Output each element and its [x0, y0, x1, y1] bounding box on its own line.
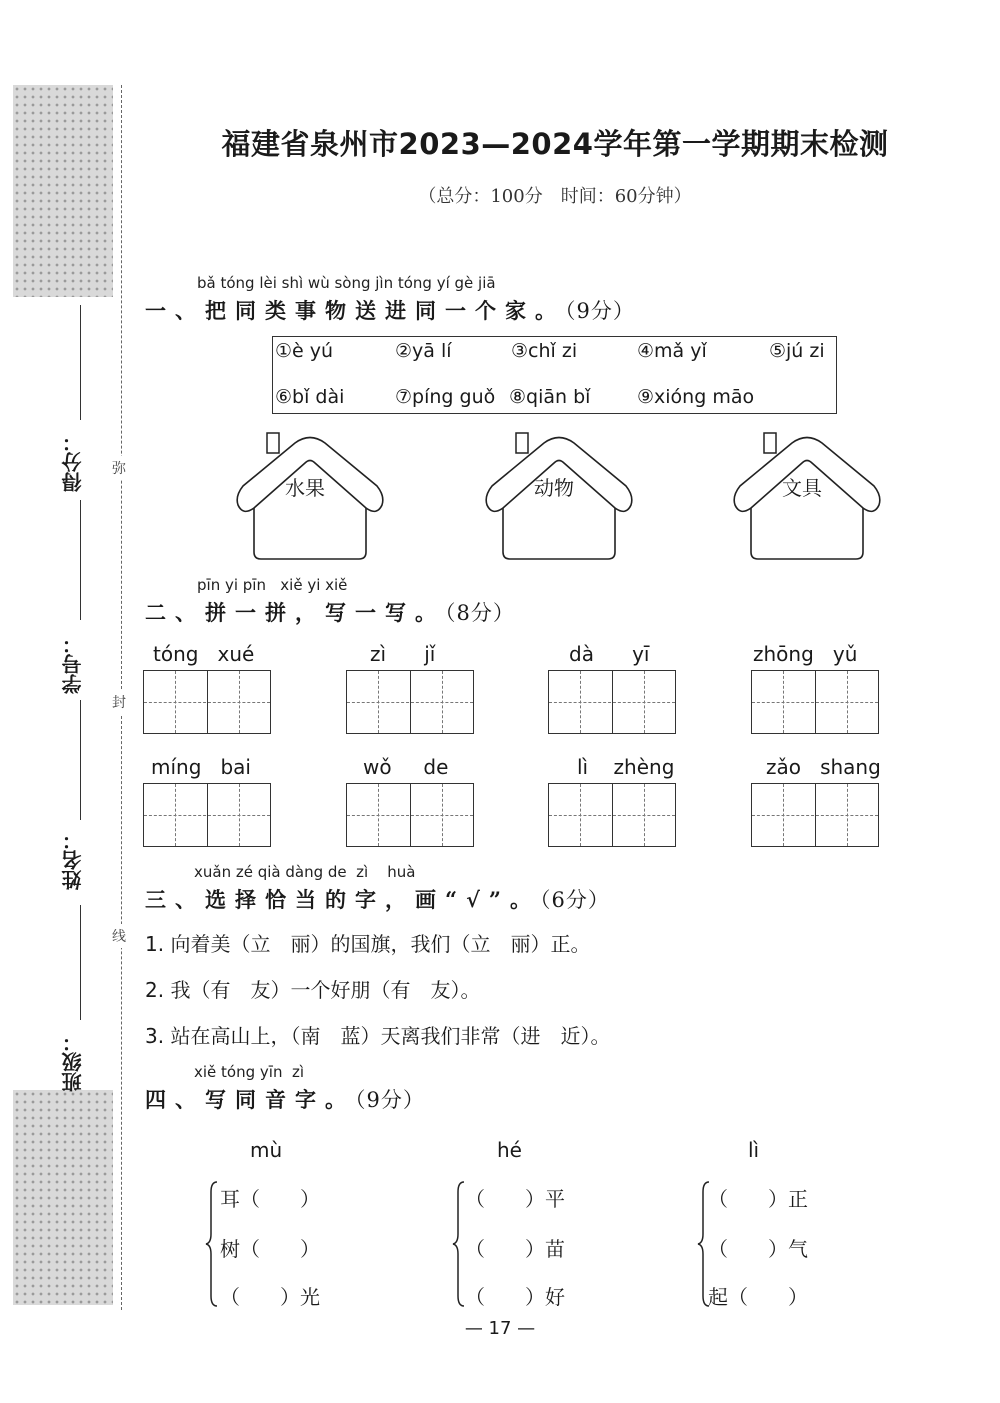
q4-heading [145, 1084, 425, 1114]
student-id-label: 学号： [61, 634, 85, 694]
q2-writing-grid-6[interactable] [346, 783, 474, 847]
q1-option-8: ⑧qiān bǐ [509, 386, 591, 408]
left-brace-icon [205, 1180, 219, 1308]
q3-pinyin: xuǎn zé qià dàng de zì huà [194, 863, 416, 881]
q3-item-number: 1. [145, 932, 165, 956]
q2-word-pinyin-7: lì zhèng [577, 755, 675, 779]
q4-group-1-line-2: 树（ ） [220, 1237, 320, 1261]
q2-writing-grid-8[interactable] [751, 783, 879, 847]
q2-writing-grid-7[interactable] [548, 783, 676, 847]
page-number: — 17 — [464, 1318, 536, 1339]
q4-group-2-line-1: （ ）平 [465, 1187, 565, 1211]
score-rule [80, 305, 81, 420]
student-id-rule [80, 500, 81, 620]
q4-heading-text: 四、写同音字。 [145, 1087, 355, 1112]
score-label: 得分： [61, 432, 85, 492]
q3-item-text: 向着美（立 丽）的国旗，我们（立 丽）正。 [164, 932, 591, 956]
q1-option-5: ⑤jú zi [769, 340, 825, 362]
q3-item-text: 我（有 友）一个好朋（有 友）。 [164, 978, 481, 1002]
q3-item-1 [145, 928, 590, 957]
q4-group-2-pinyin: hé [497, 1138, 522, 1162]
q2-word-pinyin-4: zhōng yǔ [753, 642, 858, 666]
class-rule [80, 905, 81, 1020]
q1-option-2: ②yā lí [395, 340, 452, 362]
name-label: 姓名： [61, 830, 85, 890]
q4-group-3-line-2: （ ）气 [708, 1237, 808, 1261]
name-rule [80, 700, 81, 820]
q3-item-2 [145, 974, 480, 1003]
q2-word-pinyin-3: dà yī [569, 642, 650, 666]
house-label-animal: 动物 [534, 476, 574, 500]
q1-option-6: ⑥bǐ dài [275, 386, 345, 408]
margin-pattern-top [13, 85, 113, 297]
q2-word-pinyin-6: wǒ de [363, 755, 449, 779]
q1-option-9: ⑨xióng māo [637, 386, 755, 408]
left-brace-icon [452, 1180, 466, 1308]
q2-heading [145, 597, 515, 627]
q1-option-3: ③chǐ zi [511, 340, 578, 362]
q1-score: （9分） [565, 299, 635, 323]
q1-pinyin: bǎ tóng lèi shì wù sòng jìn tóng yí gè jiā [197, 274, 496, 292]
house-label-fruit: 水果 [285, 476, 325, 500]
q2-writing-grid-5[interactable] [143, 783, 271, 847]
q1-option-1: ①è yú [275, 340, 334, 362]
q3-item-number: 3. [145, 1024, 165, 1048]
q4-pinyin: xiě tóng yīn zì [194, 1063, 305, 1081]
q2-word-pinyin-1: tóng xué [153, 642, 255, 666]
q2-word-pinyin-2: zì jǐ [370, 642, 436, 666]
q2-writing-grid-2[interactable] [346, 670, 474, 734]
q4-group-1-line-3: （ ）光 [220, 1285, 320, 1309]
seal-word-xian: 线 [112, 924, 126, 948]
q2-writing-grid-1[interactable] [143, 670, 271, 734]
q2-pinyin: pīn yi pīn xiě yi xiě [197, 576, 348, 594]
q3-item-3 [145, 1020, 610, 1049]
q4-group-3-line-1: （ ）正 [708, 1187, 808, 1211]
exam-subtitle: （总分：100分 时间：60分钟） [418, 186, 692, 207]
q1-option-4: ④mǎ yǐ [637, 340, 707, 362]
q2-heading-text: 二、拼一拼，写一写。 [145, 600, 445, 625]
q3-item-text: 站在高山上，（南 蓝）天离我们非常（进 近）。 [164, 1024, 611, 1048]
q2-word-pinyin-8: zǎo shang [766, 755, 881, 779]
q1-option-7: ⑦píng guǒ [395, 386, 496, 408]
q2-word-pinyin-5: míng bai [151, 755, 251, 779]
q4-group-1-line-1: 耳（ ） [220, 1187, 320, 1211]
q2-writing-grid-3[interactable] [548, 670, 676, 734]
q2-score: （8分） [445, 601, 515, 625]
q1-heading-text: 一、把同类事物送进同一个家。 [145, 298, 565, 323]
house-label-stationery: 文具 [782, 476, 822, 500]
exam-title: 福建省泉州市2023—2024学年第一学期期末检测 [221, 127, 889, 161]
q1-word-box [272, 336, 837, 414]
q4-group-1-pinyin: mù [250, 1138, 283, 1162]
q4-group-3-line-3: 起（ ） [708, 1285, 808, 1309]
q3-item-number: 2. [145, 978, 165, 1002]
q2-writing-grid-4[interactable] [751, 670, 879, 734]
q4-group-2-line-3: （ ）好 [465, 1285, 565, 1309]
margin-pattern-bottom [13, 1090, 113, 1305]
seal-word-feng: 封 [112, 690, 126, 714]
q3-heading [145, 884, 610, 914]
seal-word-mi: 弥 [112, 456, 126, 480]
q4-group-3-pinyin: lì [748, 1138, 760, 1162]
q4-group-2-line-2: （ ）苗 [465, 1237, 565, 1261]
q1-heading [145, 295, 635, 325]
q3-heading-text: 三、选择恰当的字，画“√”。 [145, 887, 540, 912]
q4-score: （9分） [355, 1088, 425, 1112]
q3-score: （6分） [539, 888, 610, 912]
class-label: 班级： [61, 1032, 85, 1092]
